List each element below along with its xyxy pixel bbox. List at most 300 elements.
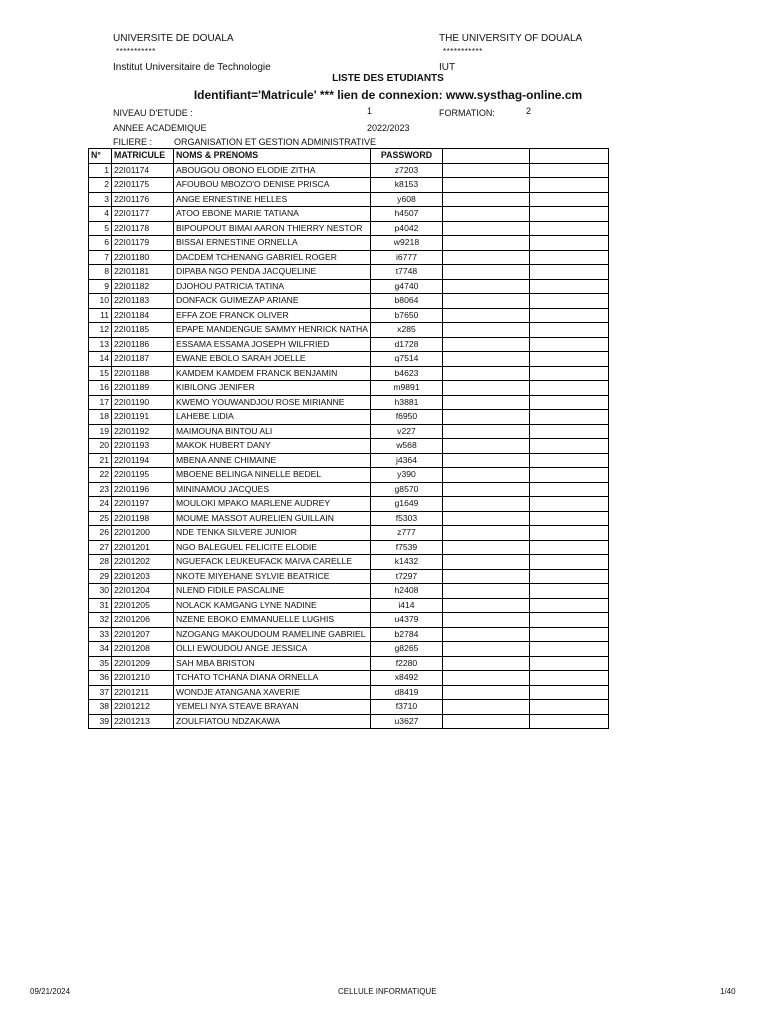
- row-number: 26: [89, 526, 112, 541]
- table-row: [89, 700, 609, 715]
- name-cell: LAHEBE LIDIA: [174, 410, 371, 425]
- table-row: [89, 598, 609, 613]
- row-number: 33: [89, 627, 112, 642]
- print-date: 09/21/2024: [30, 987, 71, 996]
- empty-cell: [442, 714, 529, 729]
- name-cell: MOUME MASSOT AURELIEN GUILLAIN: [174, 511, 371, 526]
- name-cell: BIPOUPOUT BIMAI AARON THIERRY NESTOR: [174, 221, 371, 236]
- row-number: 9: [89, 279, 112, 294]
- matricule-cell: 22I01184: [112, 308, 174, 323]
- matricule-cell: 22I01180: [112, 250, 174, 265]
- matricule-cell: 22I01179: [112, 236, 174, 251]
- empty-cell: [529, 308, 608, 323]
- table-row: [89, 453, 609, 468]
- table-row: [89, 468, 609, 483]
- empty-cell: [529, 424, 608, 439]
- name-cell: NOLACK KAMGANG LYNE NADINE: [174, 598, 371, 613]
- password-cell: f5303: [370, 511, 442, 526]
- header-names: NOMS & PRENOMS: [174, 149, 371, 164]
- row-number: 11: [89, 308, 112, 323]
- row-number: 23: [89, 482, 112, 497]
- empty-cell: [442, 250, 529, 265]
- password-cell: p4042: [370, 221, 442, 236]
- table-row: [89, 671, 609, 686]
- row-number: 24: [89, 497, 112, 512]
- row-number: 28: [89, 555, 112, 570]
- empty-cell: [442, 207, 529, 222]
- row-number: 35: [89, 656, 112, 671]
- row-number: 32: [89, 613, 112, 628]
- name-cell: MININAMOU JACQUES: [174, 482, 371, 497]
- page-title: LISTE DES ETUDIANTS: [332, 73, 444, 84]
- empty-cell: [529, 497, 608, 512]
- filiere-label: FILIERE :: [113, 137, 153, 147]
- name-cell: NGUEFACK LEUKEUFACK MAIVA CARELLE: [174, 555, 371, 570]
- empty-cell: [442, 584, 529, 599]
- filiere-value: ORGANISATION ET GESTION ADMINISTRATIVE: [174, 137, 377, 147]
- university-name-en: THE UNIVERSITY OF DOUALA: [439, 33, 583, 44]
- matricule-cell: 22I01194: [112, 453, 174, 468]
- header-separator-right: ***********: [443, 47, 483, 56]
- empty-cell: [442, 221, 529, 236]
- empty-cell: [529, 236, 608, 251]
- empty-cell: [529, 163, 608, 178]
- row-number: 39: [89, 714, 112, 729]
- password-cell: u3627: [370, 714, 442, 729]
- row-number: 30: [89, 584, 112, 599]
- empty-cell: [529, 395, 608, 410]
- matricule-cell: 22I01203: [112, 569, 174, 584]
- table-row: [89, 613, 609, 628]
- table-row: [89, 221, 609, 236]
- formation-value: 2: [526, 106, 532, 116]
- academic-year-value: 2022/2023: [367, 123, 410, 133]
- empty-cell: [442, 439, 529, 454]
- table-row: [89, 410, 609, 425]
- table-row: [89, 192, 609, 207]
- empty-cell: [442, 236, 529, 251]
- row-number: 25: [89, 511, 112, 526]
- matricule-cell: 22I01212: [112, 700, 174, 715]
- header-matricule: MATRICULE: [112, 149, 174, 164]
- password-cell: f2280: [370, 656, 442, 671]
- name-cell: NGO BALEGUEL FELICITE ELODIE: [174, 540, 371, 555]
- student-table: [88, 148, 609, 729]
- matricule-cell: 22I01205: [112, 598, 174, 613]
- name-cell: ATOO EBONE MARIE TATIANA: [174, 207, 371, 222]
- row-number: 10: [89, 294, 112, 309]
- matricule-cell: 22I01213: [112, 714, 174, 729]
- matricule-cell: 22I01197: [112, 497, 174, 512]
- empty-cell: [529, 178, 608, 193]
- academic-year-label: ANNEE ACADEMIQUE: [113, 123, 207, 133]
- password-cell: k8153: [370, 178, 442, 193]
- password-cell: g4740: [370, 279, 442, 294]
- password-cell: h2408: [370, 584, 442, 599]
- table-row: [89, 642, 609, 657]
- row-number: 6: [89, 236, 112, 251]
- empty-cell: [442, 468, 529, 483]
- password-cell: y608: [370, 192, 442, 207]
- name-cell: MAIMOUNA BINTOU ALI: [174, 424, 371, 439]
- matricule-cell: 22I01189: [112, 381, 174, 396]
- empty-cell: [442, 598, 529, 613]
- table-row: [89, 424, 609, 439]
- row-number: 31: [89, 598, 112, 613]
- name-cell: EPAPE MANDENGUE SAMMY HENRICK NATHA: [174, 323, 371, 338]
- institute-name: Institut Universitaire de Technologie: [113, 62, 271, 73]
- header-separator-left: ***********: [116, 47, 156, 56]
- empty-cell: [529, 294, 608, 309]
- name-cell: ESSAMA ESSAMA JOSEPH WILFRIED: [174, 337, 371, 352]
- password-cell: k1432: [370, 555, 442, 570]
- empty-cell: [442, 540, 529, 555]
- name-cell: MBOENE BELINGA NINELLE BEDEL: [174, 468, 371, 483]
- name-cell: NZENE EBOKO EMMANUELLE LUGHIS: [174, 613, 371, 628]
- table-row: [89, 178, 609, 193]
- header-password: PASSWORD: [370, 149, 442, 164]
- row-number: 1: [89, 163, 112, 178]
- table-row: [89, 207, 609, 222]
- password-cell: b7650: [370, 308, 442, 323]
- empty-cell: [529, 482, 608, 497]
- header-empty-2: [529, 149, 608, 164]
- name-cell: BISSAI ERNESTINE ORNELLA: [174, 236, 371, 251]
- row-number: 16: [89, 381, 112, 396]
- password-cell: i6777: [370, 250, 442, 265]
- level-value: 1: [367, 106, 373, 116]
- header-number: N°: [89, 149, 112, 164]
- password-cell: d8419: [370, 685, 442, 700]
- password-cell: q7514: [370, 352, 442, 367]
- row-number: 17: [89, 395, 112, 410]
- empty-cell: [442, 308, 529, 323]
- row-number: 36: [89, 671, 112, 686]
- table-header-row: [89, 149, 609, 164]
- empty-cell: [529, 569, 608, 584]
- empty-cell: [442, 294, 529, 309]
- password-cell: x285: [370, 323, 442, 338]
- matricule-cell: 22I01198: [112, 511, 174, 526]
- name-cell: KIBILONG JENIFER: [174, 381, 371, 396]
- password-cell: g8265: [370, 642, 442, 657]
- name-cell: MBENA ANNE CHIMAINE: [174, 453, 371, 468]
- password-cell: t7297: [370, 569, 442, 584]
- matricule-cell: 22I01200: [112, 526, 174, 541]
- matricule-cell: 22I01190: [112, 395, 174, 410]
- empty-cell: [442, 656, 529, 671]
- row-number: 3: [89, 192, 112, 207]
- password-cell: x8492: [370, 671, 442, 686]
- name-cell: MAKOK HUBERT DANY: [174, 439, 371, 454]
- row-number: 29: [89, 569, 112, 584]
- empty-cell: [442, 265, 529, 280]
- page-number: 1/40: [720, 987, 736, 996]
- empty-cell: [442, 613, 529, 628]
- empty-cell: [529, 279, 608, 294]
- password-cell: b4623: [370, 366, 442, 381]
- table-row: [89, 163, 609, 178]
- name-cell: WONDJE ATANGANA XAVERIE: [174, 685, 371, 700]
- empty-cell: [442, 671, 529, 686]
- matricule-cell: 22I01211: [112, 685, 174, 700]
- row-number: 37: [89, 685, 112, 700]
- table-row: [89, 714, 609, 729]
- empty-cell: [529, 265, 608, 280]
- password-cell: u4379: [370, 613, 442, 628]
- matricule-cell: 22I01187: [112, 352, 174, 367]
- row-number: 2: [89, 178, 112, 193]
- password-cell: i414: [370, 598, 442, 613]
- matricule-cell: 22I01182: [112, 279, 174, 294]
- empty-cell: [442, 497, 529, 512]
- password-cell: j4364: [370, 453, 442, 468]
- empty-cell: [529, 250, 608, 265]
- empty-cell: [529, 366, 608, 381]
- name-cell: DIPABA NGO PENDA JACQUELINE: [174, 265, 371, 280]
- empty-cell: [529, 511, 608, 526]
- login-info: Identifiant='Matricule' *** lien de connexion: www.systhag-online.cm: [193, 88, 583, 102]
- empty-cell: [442, 366, 529, 381]
- row-number: 19: [89, 424, 112, 439]
- name-cell: TCHATO TCHANA DIANA ORNELLA: [174, 671, 371, 686]
- password-cell: f6950: [370, 410, 442, 425]
- matricule-cell: 22I01192: [112, 424, 174, 439]
- password-cell: g8570: [370, 482, 442, 497]
- name-cell: KWEMO YOUWANDJOU ROSE MIRIANNE: [174, 395, 371, 410]
- password-cell: f7539: [370, 540, 442, 555]
- table-row: [89, 323, 609, 338]
- password-cell: y390: [370, 468, 442, 483]
- table-row: [89, 526, 609, 541]
- name-cell: EWANE EBOLO SARAH JOELLE: [174, 352, 371, 367]
- table-row: [89, 482, 609, 497]
- table-row: [89, 627, 609, 642]
- empty-cell: [442, 453, 529, 468]
- name-cell: DACDEM TCHENANG GABRIEL ROGER: [174, 250, 371, 265]
- password-cell: z777: [370, 526, 442, 541]
- empty-cell: [529, 221, 608, 236]
- table-row: [89, 497, 609, 512]
- empty-cell: [442, 352, 529, 367]
- name-cell: SAH MBA BRISTON: [174, 656, 371, 671]
- table-row: [89, 236, 609, 251]
- password-cell: b8064: [370, 294, 442, 309]
- password-cell: g1649: [370, 497, 442, 512]
- matricule-cell: 22I01185: [112, 323, 174, 338]
- matricule-cell: 22I01181: [112, 265, 174, 280]
- password-cell: w568: [370, 439, 442, 454]
- empty-cell: [529, 192, 608, 207]
- empty-cell: [529, 381, 608, 396]
- table-row: [89, 279, 609, 294]
- table-row: [89, 381, 609, 396]
- matricule-cell: 22I01178: [112, 221, 174, 236]
- empty-cell: [442, 178, 529, 193]
- empty-cell: [442, 642, 529, 657]
- row-number: 12: [89, 323, 112, 338]
- matricule-cell: 22I01191: [112, 410, 174, 425]
- matricule-cell: 22I01196: [112, 482, 174, 497]
- matricule-cell: 22I01195: [112, 468, 174, 483]
- name-cell: NLEND FIDILE PASCALINE: [174, 584, 371, 599]
- empty-cell: [529, 598, 608, 613]
- matricule-cell: 22I01183: [112, 294, 174, 309]
- password-cell: h3881: [370, 395, 442, 410]
- matricule-cell: 22I01186: [112, 337, 174, 352]
- password-cell: t7748: [370, 265, 442, 280]
- row-number: 22: [89, 468, 112, 483]
- name-cell: NKOTE MIYEHANE SYLVIE BEATRICE: [174, 569, 371, 584]
- empty-cell: [442, 395, 529, 410]
- empty-cell: [442, 555, 529, 570]
- password-cell: w9218: [370, 236, 442, 251]
- table-row: [89, 656, 609, 671]
- matricule-cell: 22I01204: [112, 584, 174, 599]
- empty-cell: [529, 642, 608, 657]
- row-number: 27: [89, 540, 112, 555]
- name-cell: OLLI EWOUDOU ANGE JESSICA: [174, 642, 371, 657]
- name-cell: EFFA ZOE FRANCK OLIVER: [174, 308, 371, 323]
- empty-cell: [529, 526, 608, 541]
- matricule-cell: 22I01177: [112, 207, 174, 222]
- empty-cell: [529, 439, 608, 454]
- empty-cell: [529, 671, 608, 686]
- empty-cell: [529, 685, 608, 700]
- formation-label: FORMATION:: [439, 108, 495, 118]
- row-number: 5: [89, 221, 112, 236]
- matricule-cell: 22I01176: [112, 192, 174, 207]
- table-row: [89, 555, 609, 570]
- table-row: [89, 569, 609, 584]
- empty-cell: [442, 511, 529, 526]
- name-cell: NDE TENKA SILVERE JUNIOR: [174, 526, 371, 541]
- name-cell: ANGE ERNESTINE HELLES: [174, 192, 371, 207]
- name-cell: ABOUGOU OBONO ELODIE ZITHA: [174, 163, 371, 178]
- empty-cell: [529, 337, 608, 352]
- password-cell: f3710: [370, 700, 442, 715]
- matricule-cell: 22I01209: [112, 656, 174, 671]
- matricule-cell: 22I01202: [112, 555, 174, 570]
- empty-cell: [529, 207, 608, 222]
- matricule-cell: 22I01207: [112, 627, 174, 642]
- empty-cell: [529, 468, 608, 483]
- table-row: [89, 395, 609, 410]
- table-row: [89, 439, 609, 454]
- table-row: [89, 685, 609, 700]
- name-cell: YEMELI NYA STEAVE BRAYAN: [174, 700, 371, 715]
- empty-cell: [442, 569, 529, 584]
- matricule-cell: 22I01174: [112, 163, 174, 178]
- header-empty-1: [442, 149, 529, 164]
- name-cell: ZOULFIATOU NDZAKAWA: [174, 714, 371, 729]
- matricule-cell: 22I01175: [112, 178, 174, 193]
- footer-center: CELLULE INFORMATIQUE: [338, 987, 437, 996]
- table-row: [89, 584, 609, 599]
- name-cell: NZOGANG MAKOUDOUM RAMELINE GABRIEL: [174, 627, 371, 642]
- matricule-cell: 22I01193: [112, 439, 174, 454]
- empty-cell: [529, 410, 608, 425]
- name-cell: KAMDEM KAMDEM FRANCK BENJAMIN: [174, 366, 371, 381]
- empty-cell: [442, 685, 529, 700]
- matricule-cell: 22I01206: [112, 613, 174, 628]
- empty-cell: [529, 627, 608, 642]
- name-cell: MOULOKI MPAKO MARLENE AUDREY: [174, 497, 371, 512]
- table-row: [89, 250, 609, 265]
- empty-cell: [529, 700, 608, 715]
- table-row: [89, 366, 609, 381]
- level-label: NIVEAU D'ETUDE :: [113, 108, 193, 118]
- empty-cell: [529, 453, 608, 468]
- matricule-cell: 22I01201: [112, 540, 174, 555]
- empty-cell: [529, 656, 608, 671]
- empty-cell: [529, 584, 608, 599]
- university-name-fr: UNIVERSITE DE DOUALA: [113, 33, 234, 44]
- empty-cell: [442, 192, 529, 207]
- empty-cell: [442, 279, 529, 294]
- empty-cell: [529, 323, 608, 338]
- row-number: 14: [89, 352, 112, 367]
- row-number: 7: [89, 250, 112, 265]
- table-row: [89, 352, 609, 367]
- row-number: 21: [89, 453, 112, 468]
- password-cell: z7203: [370, 163, 442, 178]
- empty-cell: [529, 555, 608, 570]
- empty-cell: [442, 337, 529, 352]
- row-number: 4: [89, 207, 112, 222]
- row-number: 38: [89, 700, 112, 715]
- empty-cell: [442, 381, 529, 396]
- row-number: 13: [89, 337, 112, 352]
- institute-abbrev: IUT: [439, 62, 456, 73]
- matricule-cell: 22I01210: [112, 671, 174, 686]
- matricule-cell: 22I01208: [112, 642, 174, 657]
- row-number: 18: [89, 410, 112, 425]
- empty-cell: [442, 526, 529, 541]
- password-cell: h4507: [370, 207, 442, 222]
- name-cell: DJOHOU PATRICIA TATINA: [174, 279, 371, 294]
- empty-cell: [442, 700, 529, 715]
- row-number: 34: [89, 642, 112, 657]
- table-row: [89, 294, 609, 309]
- table-row: [89, 511, 609, 526]
- empty-cell: [529, 613, 608, 628]
- empty-cell: [529, 540, 608, 555]
- table-row: [89, 265, 609, 280]
- row-number: 15: [89, 366, 112, 381]
- table-row: [89, 540, 609, 555]
- row-number: 8: [89, 265, 112, 280]
- password-cell: d1728: [370, 337, 442, 352]
- name-cell: AFOUBOU MBOZO'O DENISE PRISCA: [174, 178, 371, 193]
- password-cell: v227: [370, 424, 442, 439]
- password-cell: b2784: [370, 627, 442, 642]
- empty-cell: [529, 714, 608, 729]
- table-row: [89, 308, 609, 323]
- empty-cell: [442, 410, 529, 425]
- empty-cell: [442, 424, 529, 439]
- matricule-cell: 22I01188: [112, 366, 174, 381]
- empty-cell: [442, 627, 529, 642]
- empty-cell: [442, 163, 529, 178]
- empty-cell: [442, 482, 529, 497]
- table-row: [89, 337, 609, 352]
- password-cell: m9891: [370, 381, 442, 396]
- row-number: 20: [89, 439, 112, 454]
- empty-cell: [529, 352, 608, 367]
- empty-cell: [442, 323, 529, 338]
- name-cell: DONFACK GUIMEZAP ARIANE: [174, 294, 371, 309]
